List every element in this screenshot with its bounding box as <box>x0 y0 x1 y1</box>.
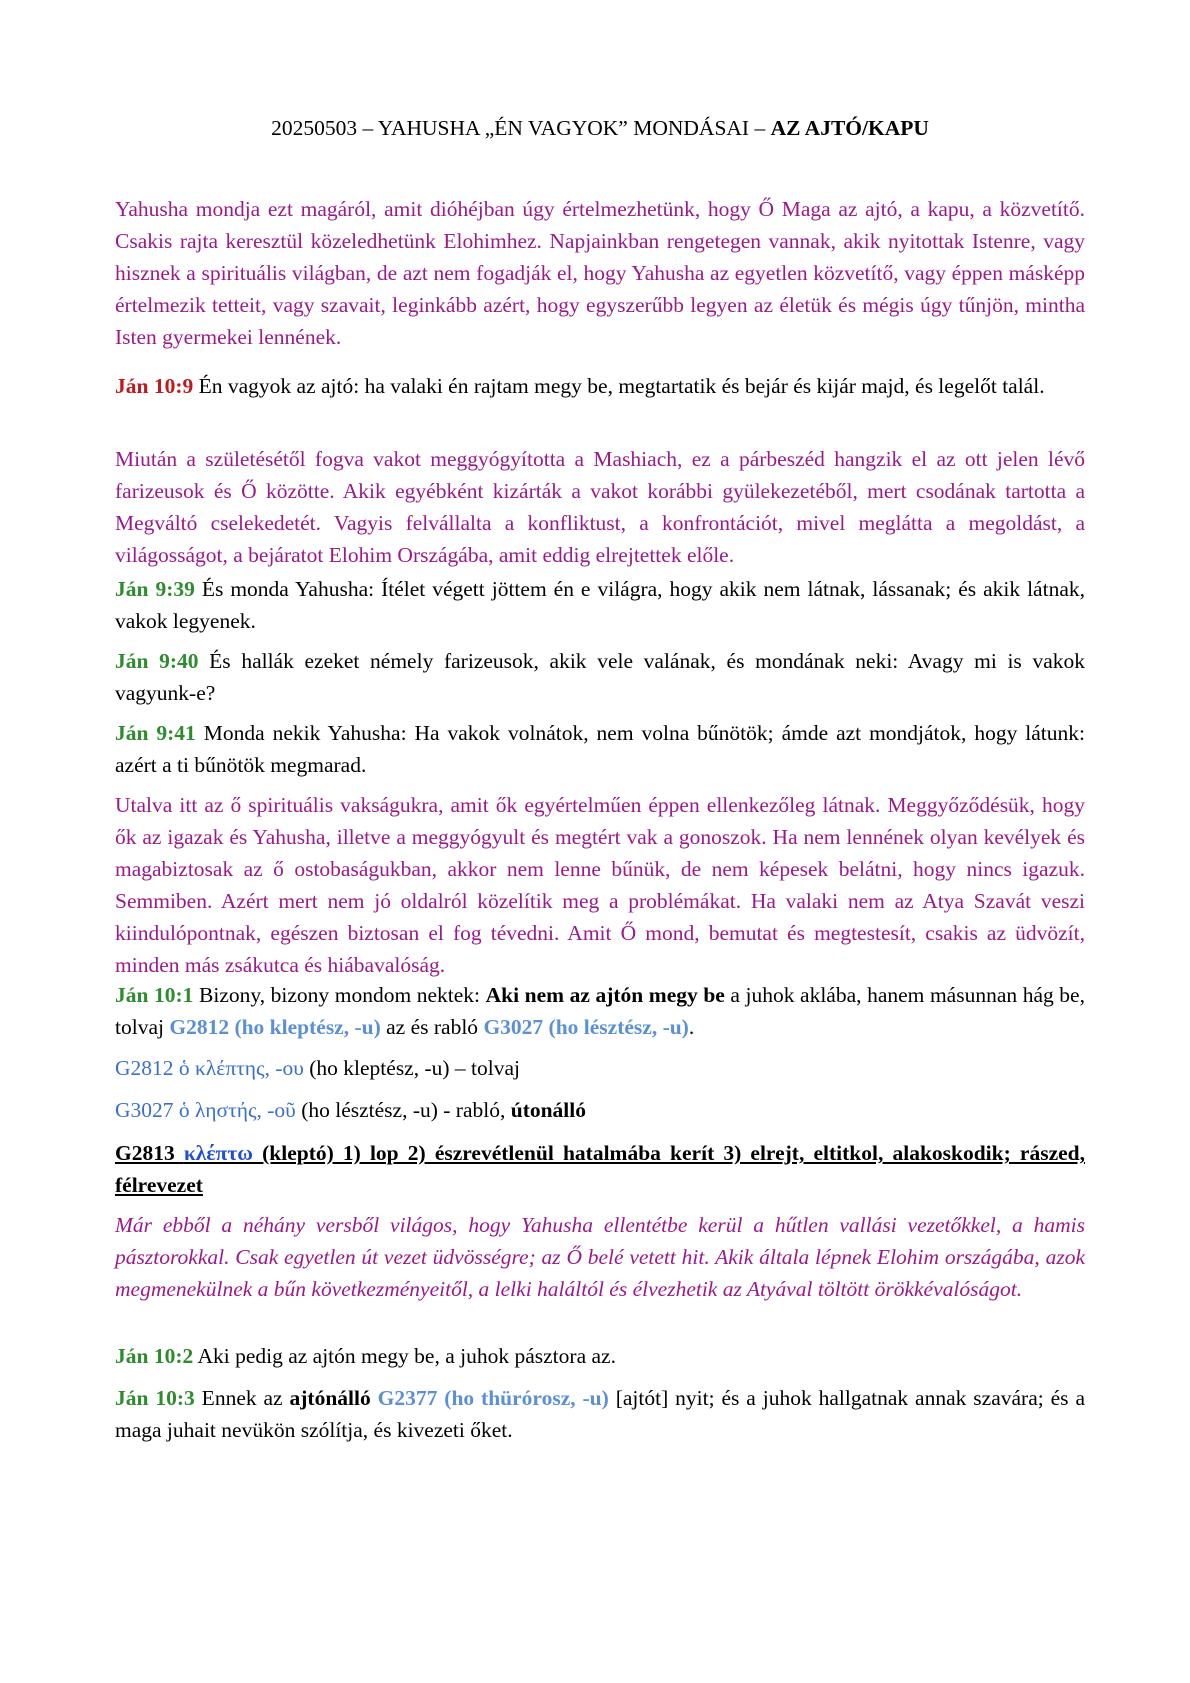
verse-ref: Ján 10:2 <box>115 1344 194 1368</box>
document-title <box>115 112 1085 144</box>
verse-emphasis: Aki nem az ajtón megy be <box>485 983 725 1007</box>
verse-jan-9-39 <box>115 573 1085 637</box>
verse-jan-10-9 <box>115 370 1085 402</box>
verse-text: a juhok aklába, hanem másunnan hág be, tolvaj <box>115 983 1085 1039</box>
definition-g3027 <box>115 1094 1085 1126</box>
verse-ref: Ján 9:40 <box>115 649 199 673</box>
strong-number-link[interactable]: G2812 (ho kleptész, -u) <box>169 1015 381 1039</box>
strong-number-link[interactable]: G3027 (ho lésztész, -u) <box>483 1015 689 1039</box>
verse-jan-9-41 <box>115 717 1085 781</box>
verse-text: Én vagyok az ajtó: ha valaki én rajtam megy be, megtartatik és bejár és kijár majd, és legelőt talál. <box>193 374 1045 398</box>
definition-emphasis: útonálló <box>510 1098 587 1122</box>
verse-text: Bizony, bizony mondom nektek: <box>193 983 486 1007</box>
intro-paragraph: Yahusha mondja ezt magáról, amit dióhéjban úgy értelmezhetünk, hogy Ő Maga az ajtó, a kapu, a közvetítő. Csakis rajta keresztül közeledhetünk Elohimhez. Napjainkban rengetegen vannak, akik nyitottak Istenre, vagy hisznek a spirituális világban, de azt nem fogadják el, hogy Yahusha az egyetlen közvetítő, vagy éppen másképp értelmezik tetteit, vagy szavait, leginkább azért, hogy egyszerűbb legyen az életük és mégis úgy tűnjön, mintha Isten gyermekei lennének. <box>115 197 1085 349</box>
comment-paragraph-3: Már ebből a néhány versből világos, hogy Yahusha ellentétbe kerül a hűtlen vallási vezetőkkel, a hamis pásztorokkal. Csak egyetlen út vezet üdvösségre; az Ő belé vetett hit. Akik általa lépnek Elohim országába, azok megmenekülnek a bűn következményeitől, a lelki haláltól és élvezhetik az Atyával töltött örökkévalóságot. <box>115 1213 1085 1301</box>
comment-paragraph-2: Utalva itt az ő spirituális vakságukra, amit ők egyértelműen éppen ellenkezőleg látnak. Meggyőződésük, hogy ők az igazak és Yahusha, illetve a meggyógyult és megtért vak a gonoszok. Ha nem lennének olyan kevélyek és magabiztosak az ő ostobaságukban, akkor nem lenne bűnük, de nem képesek belátni, hogy nincs igazuk. Semmiben. Azért mert nem jó oldalról közelítik meg a problémákat. Ha valaki nem az Atya Szavát veszi kiindulópontnak, egészen biztosan el fog tévedni. Amit Ő mond, bemutat és megtestesít, csakis az üdvözít, minden más zsákutca és hiábavalóság. <box>115 793 1085 977</box>
verse-text: És monda Yahusha: Ítélet végett jöttem én e világra, hogy akik nem látnak, lássanak; és akik látnak, vakok legyenek. <box>115 577 1085 633</box>
verse-emphasis: ajtónálló <box>289 1386 371 1410</box>
verse-jan-9-40 <box>115 645 1085 709</box>
verse-jan-10-3 <box>115 1382 1085 1446</box>
verse-ref: Ján 10:1 <box>115 983 194 1007</box>
strong-code: G2813 <box>115 1141 184 1165</box>
strong-code: G3027 ὁ ληστής, -οῦ <box>115 1098 296 1122</box>
definition-g2812 <box>115 1052 1085 1084</box>
verse-text: Aki pedig az ajtón megy be, a juhok pásztora az. <box>193 1344 616 1368</box>
title-bold: AZ AJTÓ/KAPU <box>770 116 929 140</box>
verse-ref: Ján 9:39 <box>115 577 195 601</box>
greek-word-link[interactable]: κλέπτω <box>183 1141 253 1165</box>
strong-number-link[interactable]: G2377 (ho thürórosz, -u) <box>377 1386 609 1410</box>
definition-text: (ho lésztész, -u) - rabló, <box>295 1098 511 1122</box>
definition-text: (ho kleptész, -u) – tolvaj <box>303 1056 521 1080</box>
definition-text: (kleptó) 1) lop 2) észrevétlenül hatalmába kerít 3) elrejt, eltitkol, alakoskodik; rászed, félrevezet <box>115 1141 1085 1197</box>
verse-jan-10-2 <box>115 1340 1085 1372</box>
verse-ref: Ján 10:9 <box>115 374 194 398</box>
comment-paragraph-1: Miután a születésétől fogva vakot meggyógyította a Mashiach, ez a párbeszéd hangzik el az ott jelen lévő farizeusok és Ő közötte. Akik egyébként kizárták a vakot korábbi gyülekezetéből, mert csodának tartotta a Megváltó cselekedetét. Vagyis felvállalta a konfliktust, a konfrontációt, mivel meglátta a megoldást, a világosságot, a bejáratot Elohim Országába, amit eddig elrejtettek előle. <box>115 447 1085 567</box>
verse-text: És hallák ezeket némely farizeusok, akik vele valának, és mondának neki: Avagy mi is vakok vagyunk-e? <box>115 649 1085 705</box>
title-prefix: 20250503 – YAHUSHA „ÉN VAGYOK” MONDÁSAI – <box>271 116 771 140</box>
verse-text: [ajtót] nyit; és a juhok hallgatnak annak szavára; és a maga juhait nevükön szólítja, és kivezeti őket. <box>115 1386 1085 1442</box>
verse-text: Ennek az <box>194 1386 290 1410</box>
verse-text: az és rabló <box>380 1015 484 1039</box>
verse-jan-10-1 <box>115 979 1085 1043</box>
verse-text <box>371 1386 378 1410</box>
verse-text: . <box>688 1015 695 1039</box>
verse-ref: Ján 9:41 <box>115 721 196 745</box>
strong-code: G2812 ὁ κλέπτης, -ου <box>115 1056 304 1080</box>
verse-ref: Ján 10:3 <box>115 1386 195 1410</box>
definition-g2813 <box>115 1137 1085 1201</box>
verse-text: Monda nekik Yahusha: Ha vakok volnátok, nem volna bűnötök; ámde azt mondjátok, hogy látunk: azért a ti bűnötök megmarad. <box>115 721 1085 777</box>
